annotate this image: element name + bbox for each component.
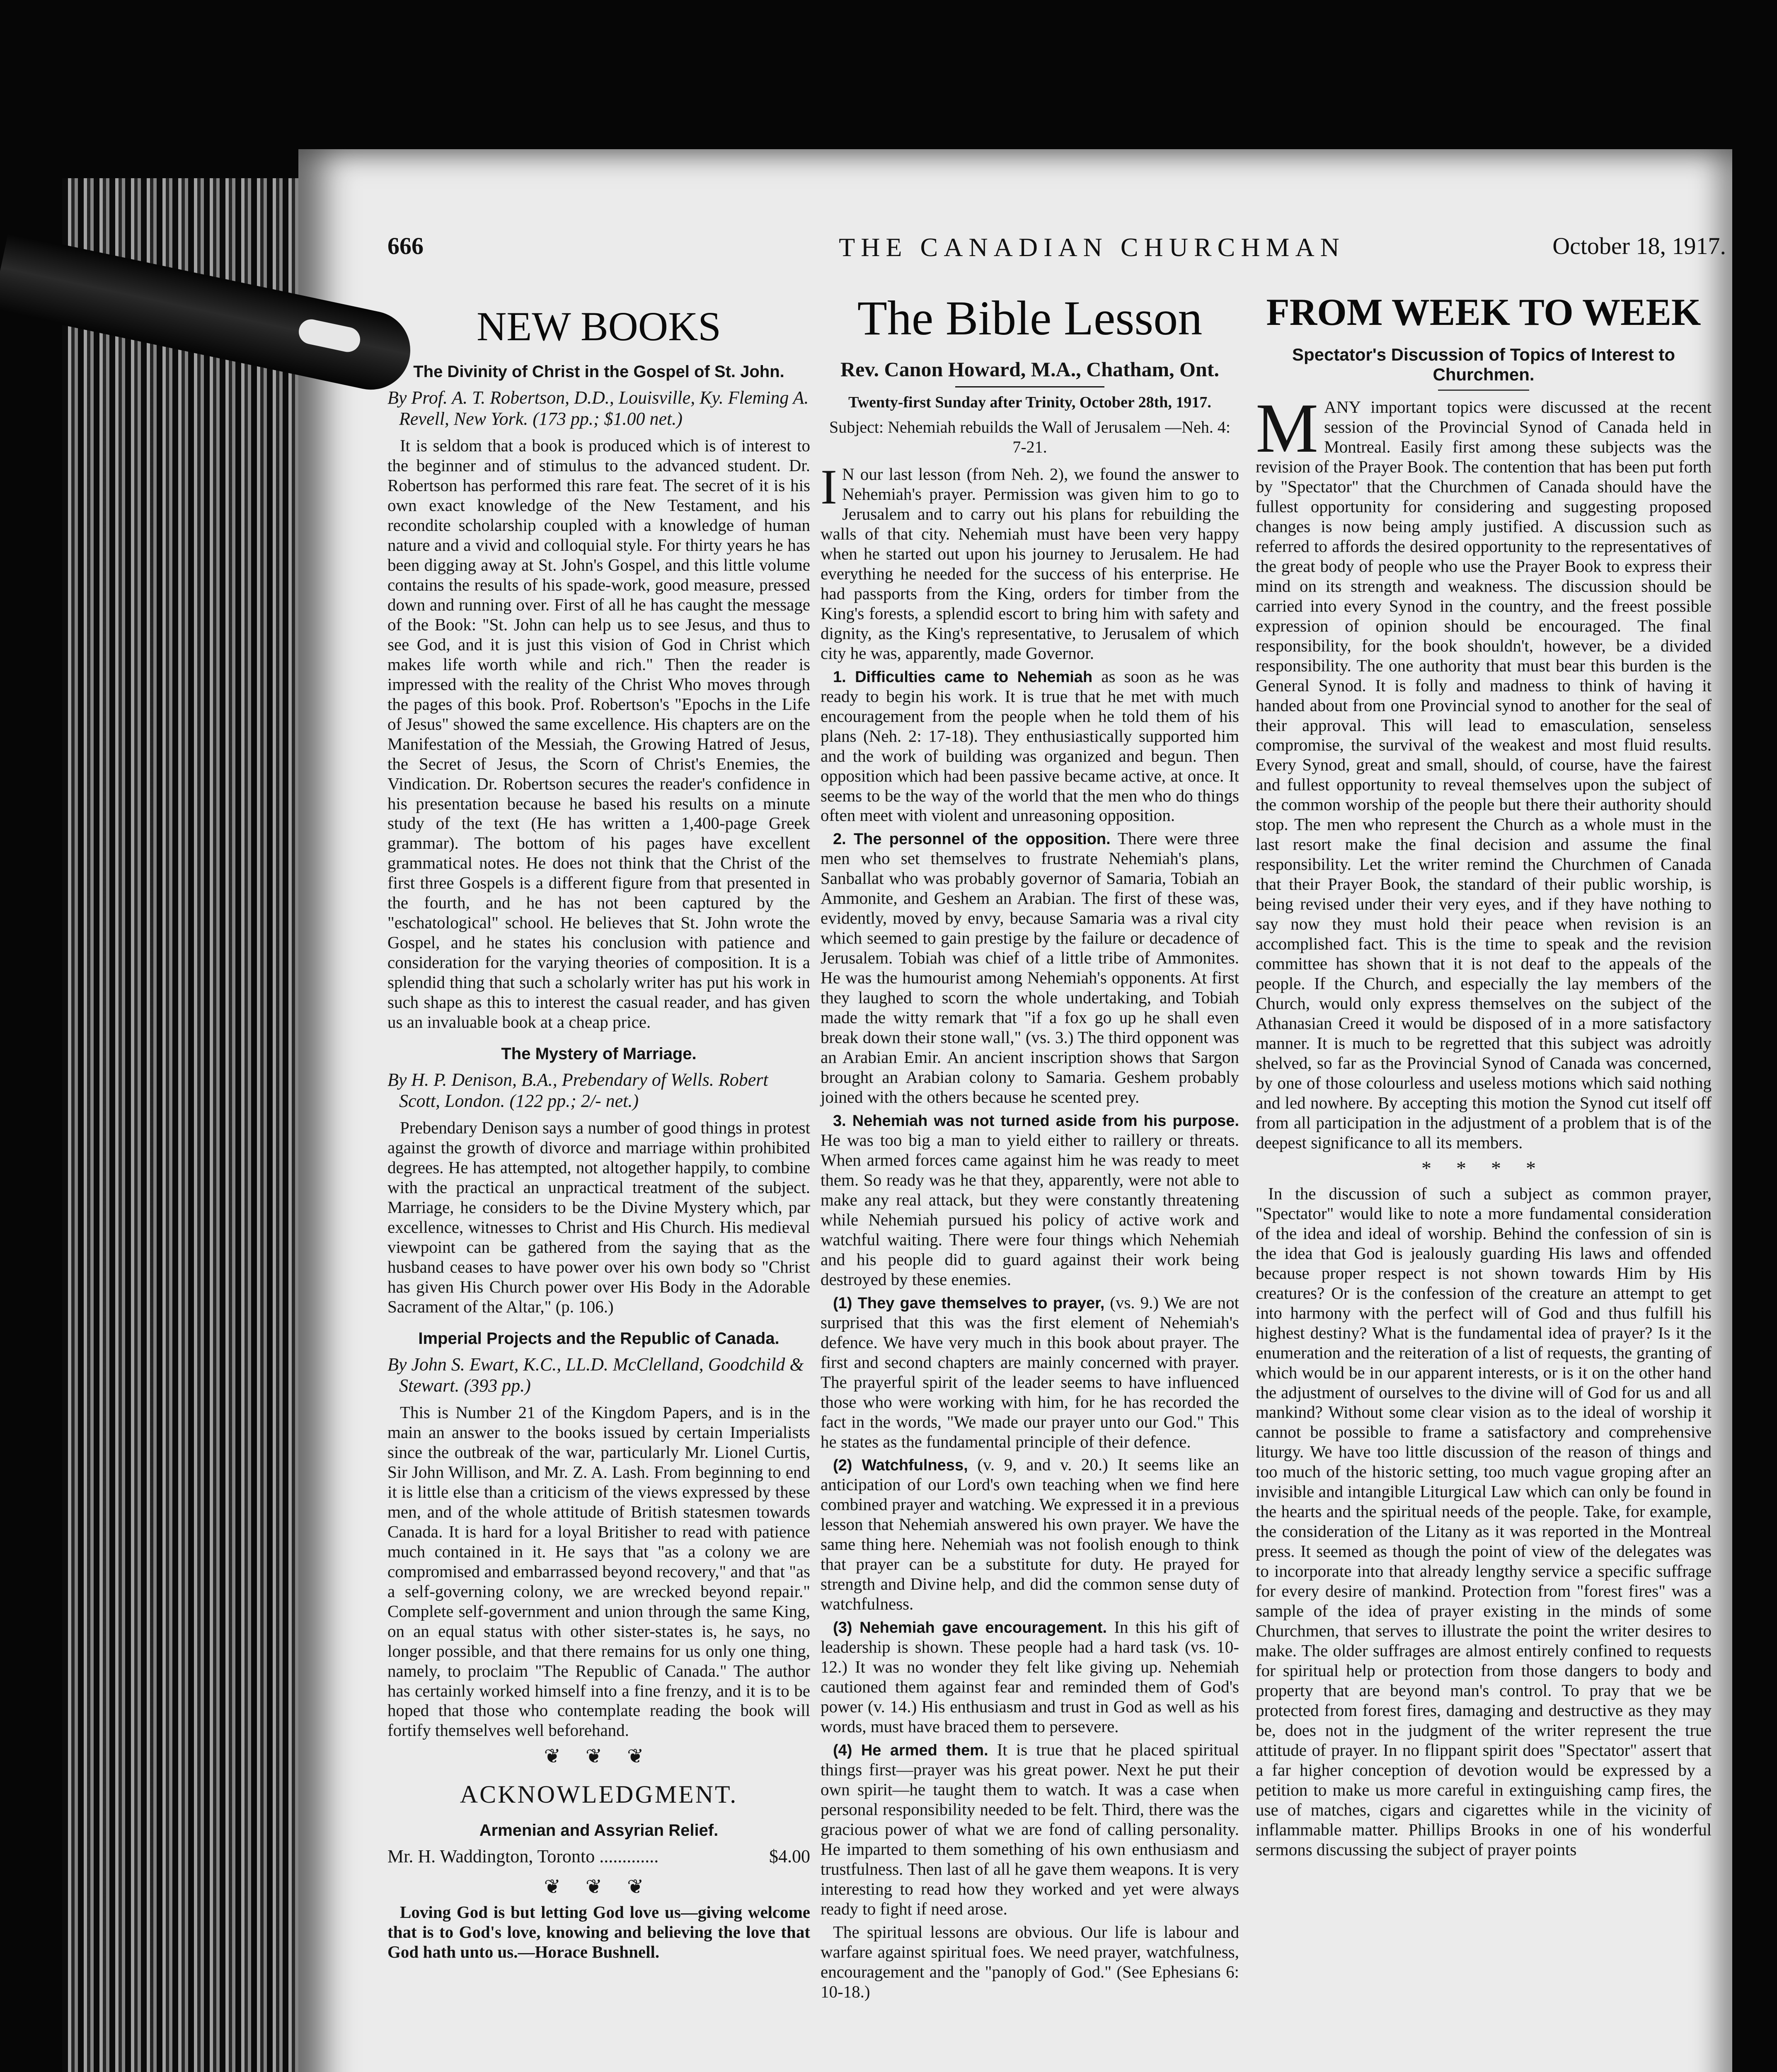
donation-amount: $4.00 bbox=[769, 1846, 810, 1867]
review-heading: The Divinity of Christ in the Gospel of St. John. bbox=[413, 363, 784, 381]
closing-quote: Loving God is but letting God love us—giving welcome that is to God's love, knowing and believing the love that God hath unto us.—Horace Bushnell. bbox=[387, 1903, 810, 1962]
review-byline: By H. P. Denison, B.A., Prebendary of Wells. Robert Scott, London. (122 pp.; 2/- net.) bbox=[387, 1070, 768, 1111]
column-subtitle: Spectator's Discussion of Topics of Interest to Churchmen. bbox=[1292, 345, 1675, 384]
lesson-author: Rev. Canon Howard, M.A., Chatham, Ont. bbox=[840, 358, 1219, 381]
lesson-date: Twenty-first Sunday after Trinity, October 28th, 1917. bbox=[848, 394, 1211, 411]
divider bbox=[1438, 390, 1529, 391]
lesson-subpoint: (4) He armed them. It is true that he placed spiritual things first—prayer was his great power. Next he put their own spirit—he taught them to watch. It was a case when personal responsibility needed to be felt. Third, there was the gracious power of what we are fond of calling personality. He imparted to them something of his own enthusiasm and trustfulness. Then last of all he gave them weapons. It is very interesting to read how they worked and yet were always ready to fight if need arose. bbox=[821, 1740, 1240, 1918]
drop-cap: I bbox=[821, 459, 837, 514]
column-title: FROM WEEK TO WEEK bbox=[1266, 291, 1701, 333]
page-number: 666 bbox=[387, 232, 424, 259]
lesson-closing: The spiritual lessons are obvious. Our life is labour and warfare against spiritual foes. We need prayer, watchfulness, encouragement and the "panoply of God." (See Ephesians 6: 10-18.) bbox=[821, 1922, 1239, 2001]
page-header bbox=[387, 232, 1726, 278]
column-title: NEW BOOKS bbox=[477, 303, 721, 349]
review-heading: Imperial Projects and the Republic of Canada. bbox=[418, 1329, 780, 1348]
lesson-subpoint: (3) Nehemiah gave encouragement. In this his gift of leadership is shown. These people had a hard task (vs. 10-12.) It was no wonder they felt like giving up. Nehemiah cautioned them against fear and reminded them of God's power (v. 14.) His enthusiasm and trust in God as well as his words, must have braced them to persevere. bbox=[821, 1617, 1240, 1736]
newspaper-page bbox=[298, 149, 1732, 2072]
lesson-subject: Subject: Nehemiah rebuilds the Wall of Jerusalem —Neh. 4: 7-21. bbox=[829, 418, 1231, 456]
acknowledgment-entry bbox=[387, 1846, 810, 1867]
lesson-intro: I N our last lesson (from Neh. 2), we found the answer to Nehemiah's prayer. Permission was given him to go to Jerusalem and to carry out his plans for rebuilding the walls of that city. Nehemiah must have been very happy when he started out upon his journey to Jerusalem. He had everything he needed for the success of his enterprise. He had passports from the King, orders for timber from the King's forests, a splendid escort to bring him with safety and dignity, as the King's representative, to Jerusalem of which city he was, apparently, made Governor. bbox=[821, 459, 1239, 663]
ornament: ❦ ❦ ❦ bbox=[544, 1876, 654, 1898]
spectator-paragraph: In the discussion of such a subject as common prayer, "Spectator" would like to note a more fundamental consideration of the idea and ideal of worship. Behind the confession of sin is the idea that God is jealously guarding His laws and offended because proper respect is not shown towards Him by His creatures? Or is the confession of the creature an attempt to get into harmony with the perfect will of God and thus fulfill his highest destiny? What is the fundamental idea of prayer? Is it the enumeration and the reiteration of a list of requests, the granting of which would be in our apparent interests, or is it on the other hand the adjustment of ourselves to the divine will of God for us and all mankind? Without some clear vision as to the ideal of worship it cannot be possible to frame a satisfactory and comprehensive liturgy. We have too little discussion of the reason of things and too much of the historic setting, too much vague groping after an invisible and intangible Liturgical Law which can only be found in the hearts and the spiritual needs of the people. Take, for example, the consideration of the Litany as it was reported in the Montreal press. It seemed as though the point of view of the delegates was to incorporate into that already lengthy service a specific suffrage for every desire of mankind. Protection from "forest fires" was a sample of the idea of prayer existing in the minds of some Churchmen, that serves to illustrate the point the writer desires to make. The older suffrages are almost entirely confined to requests for spiritual help or protection from those dangers to body and property that are beyond man's control. To pray that we be protected from forest fires, damaging and destructive as they may be, does not in the judgment of the writer represent the true attitude of prayer. In no flippant spirit does "Spectator" assert that a far higher conception of devotion would be expressed by a petition to make us more careful in extinguishing camp fires, the use of matches, cigars and cigarettes while in the vicinity of inflammable matter. Phillips Brooks in one of his wonderful sermons discussing the subject of prayer points bbox=[1256, 1184, 1712, 1859]
drop-cap: M bbox=[1256, 389, 1319, 467]
review-text: Prebendary Denison says a number of good things in protest against the growth of divorce and marriage within prohibited degrees. He has attempted, not altogether happily, to combine with the practical an unpractical treatment of the subject. Marriage, he considers to be the Divine Mystery which, par excellence, witnesses to Christ and His Church. His medieval viewpoint can be gathered from the saying that as the husband ceases to have power over his own body so "Christ has given His Church power over His Body in the Adorable Sacrament of the Altar," (p. 106.) bbox=[387, 1118, 810, 1316]
column-title: The Bible Lesson bbox=[857, 291, 1203, 345]
ornament: ❦ ❦ ❦ bbox=[544, 1745, 654, 1768]
review-text: This is Number 21 of the Kingdom Papers, and is in the main an answer to the books issued by certain Imperialists since the outbreak of the war, particularly Mr. Lionel Curtis, Sir John Willison, and Mr. Z. A. Lash. From beginning to end it is little else than a criticism of the views expressed by these men, and of the whole attitude of British statesmen towards Canada. It is hard for a loyal Britisher to read with patience much contained in it. He says that "as a colony we are compromised and embarrassed beyond recovery," and that "as a self-governing colony, we are wrecked beyond repair." Complete self-government and union through the same King, on an equal status with other sister-states is, he says, no longer possible, and that there remains for us only one thing, namely, to proclaim "The Republic of Canada." The author has certainly worked himself into a fine frenzy, and it is to be hoped that those who contemplate reading the book will fortify themselves well beforehand. bbox=[387, 1402, 810, 1740]
review-byline: By Prof. A. T. Robertson, D.D., Louisville, Ky. Fleming A. Revell, New York. (173 pp.; $1.00 net.) bbox=[387, 387, 809, 429]
review-byline: By John S. Ewart, K.C., LL.D. McClelland, Goodchild & Stewart. (393 pp.) bbox=[387, 1354, 804, 1396]
week-to-week-column bbox=[1256, 286, 1712, 1863]
acknowledgment-title: ACKNOWLEDGMENT. bbox=[460, 1781, 738, 1808]
lesson-point: 2. The personnel of the opposition. There were three men who set themselves to frustrate Nehemiah's plans, Sanballat who was probably governor of Samaria, Tobiah an Ammonite, and Geshem an Arabian. The first of these was, evidently, moved by envy, because Samaria was a rival city which seemed to gain prestige by the failure or decadence of Jerusalem. Tobiah was chief of a little tribe of Ammonites. He was the humourist among Nehemiah's opponents. At first they laughed to scorn the whole undertaking, and Tobiah made the witty remark that "if a fox go up he shall even break down their stone wall," (vs. 3.) The third opponent was an Arabian Emir. An ancient inscription shows that Sargon brought an Arabian colony to Samaria. Geshem probably joined with the others because he scented prey. bbox=[821, 829, 1239, 1107]
review-text: It is seldom that a book is produced which is of interest to the beginner and of stimulus to the advanced student. Dr. Robertson has performed this rare feat. The secret of it is his own exact knowledge of the New Testament, and his recondite scholarship coupled with a knowledge of human nature and a vivid and colloquial style. For thirty years he has been digging away at St. John's Gospel, and this little volume contains the results of his spade-work, good measure, pressed down and running over. First of all he has caught the message of the Book: "St. John can help us to see Jesus, and thus to see God, and it is just this vision of God in Christ which makes life worth while and rich." Then the reader is impressed with the reality of the Christ Who moves through the pages of this book. Prof. Robertson's "Epochs in the Life of Jesus" showed the same excellence. His chapters are on the Manifestation of the Messiah, the Growing Hatred of Jesus, the Secret of Jesus, the Scorn of Christ's Enemies, the Vindication. Dr. Robertson secures the reader's confidence in his presentation because he based his results on a minute study of the text (He has written a 1,400-page Greek grammar). The bottom of his pages have excellent grammatical notes. He does not think that the Christ of the first three Gospels is a different figure from that presented in the fourth, and he has not been captured by the "eschatological" school. He believes that St. John wrote the Gospel, and he states his conclusion with patience and consideration for the varying theories of composition. It is a splendid thing that such a scholarly writer has put his work in such shape as this to interest the casual reader, and has given us an invaluable book at a cheap price. bbox=[387, 436, 810, 1032]
donor-name: Mr. H. Waddington, Toronto ............. bbox=[387, 1846, 659, 1867]
book-page-edges bbox=[62, 178, 319, 2072]
bible-lesson-column bbox=[821, 286, 1239, 2005]
masthead: THE CANADIAN CHURCHMAN bbox=[839, 232, 1345, 262]
lesson-point: 1. Difficulties came to Nehemiah as soon as he was ready to begin his work. It is true that he met with much encouragement from the people when he told them of his plans (Neh. 2: 17-18). They enthusiastically supported him and the work of building was organized and begun. Then opposition which had been passive became active, at once. It seems to be the way of the world that the men who do things often meet with violent and unreasoning opposition. bbox=[821, 666, 1239, 825]
lesson-subpoint: (1) They gave themselves to prayer, (vs. 9.) We are not surprised that this was the first element of Nehemiah's defence. We have very much in this book about prayer. The first and second chapters are mainly concerned with prayer. The prayerful spirit of the leader seems to have influenced those who were working with him, for he has recorded the fact in the words, "We made our prayer unto our God." This he states as the fundamental principle of their defence. bbox=[821, 1293, 1240, 1451]
lesson-point: 3. Nehemiah was not turned aside from his purpose. He was too big a man to yield either to raillery or threats. When armed forces came against him he was ready to meet them. So ready was he that they, apparently, were not able to make any real attack, but they were constantly threatening while Nehemiah pursued his policy of active work and watchful waiting. There were four things which Nehemiah and his people did to guard against their work being destroyed by these enemies. bbox=[821, 1112, 1239, 1289]
acknowledgment-subtitle: Armenian and Assyrian Relief. bbox=[479, 1821, 719, 1840]
spectator-paragraph: M ANY important topics were discussed at the recent session of the Provincial Synod of Canada held in Montreal. Easily first among these subjects was the revision of the Prayer Book. The contention that has been put forth by "Spectator" that the Churchmen of Canada should have the fullest opportunity for considering and suggesting proposed changes is now being amply justified. A discussion such as referred to affords the desired opportunity to the representatives of the great body of people who use the Prayer Book to express their mind on its strength and weakness. The discussion should be carried into every Synod in the country, and the freest possible expression of opinion should be encouraged. The final responsibility, for the book shouldn't, however, be a divided responsibility. The one authority that must bear this burden is the General Synod. It is folly and madness to think of having it handed about from one Provincial synod to another for the seal of their approval. This will lead to emasculation, senseless compromise, the survival of the weakest and most fluid results. Every Synod, great and small, should, of course, have the fairest and fullest opportunity to reveal themselves upon the subject of the common worship of the people but there their authority should stop. The men who represent the Church as a whole must in the last resort make the final decision and assume the final responsibility. Let the writer remind the Churchmen of Canada that their Prayer Book, the standard of their public worship, is being revised under their very eyes, and if they have nothing to say now they must hold their peace when revision is an accomplished fact. This is the time to speak and the revision committee has shown that it is not deaf to the appeals of the people. If the Church, and especially the lay members of the Church, would only express themselves on the subject of the Athanasian Creed it would be disposed of in a more satisfactory manner. It is much to be regretted that this subject was adroitly shelved, so far as the Provincial Synod of Canada was concerned, by one of those colourless and useless motions which said nothing and led nowhere. By accepting this motion the Synod cut itself off from all participation in the adjustment of a problem that is of the deepest significance to all its members. bbox=[1256, 389, 1712, 1152]
new-books-column bbox=[387, 286, 810, 1965]
section-separator: * * * * bbox=[1421, 1157, 1546, 1179]
issue-date: October 18, 1917. bbox=[1552, 232, 1726, 259]
review-heading: The Mystery of Marriage. bbox=[501, 1045, 697, 1063]
divider bbox=[955, 386, 1104, 387]
lesson-subpoint: (2) Watchfulness, (v. 9, and v. 20.) It seems like an anticipation of our Lord's own teaching when we find here combined prayer and watching. We expressed it in a previous lesson that Nehemiah answered his own prayer. We have the same thing here. Nehemiah was not foolish enough to think that prayer can be a substitute for duty. He prayed for strength and Divine help, and did the common sense duty of watchfulness. bbox=[821, 1455, 1240, 1614]
